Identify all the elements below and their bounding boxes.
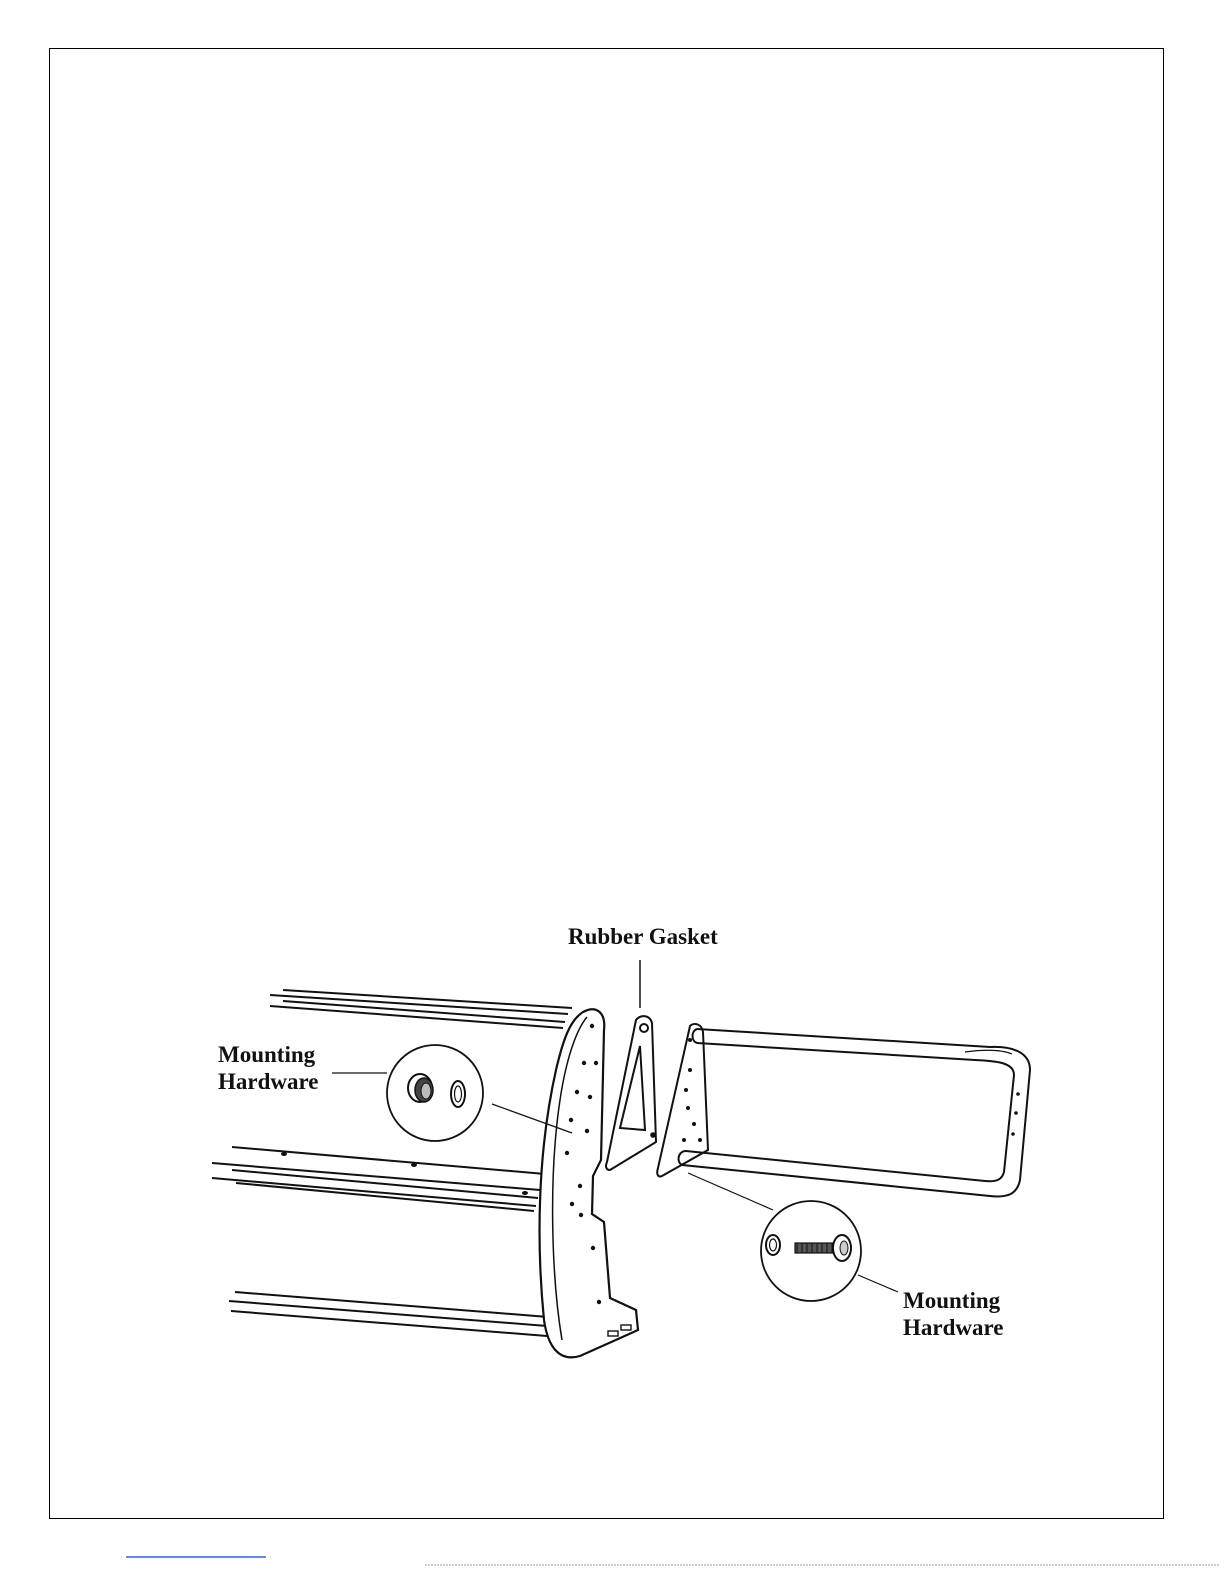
- left-hardware-detail: [387, 1045, 483, 1141]
- right-hardware-detail: [761, 1201, 861, 1301]
- footer-strip: [0, 1552, 1225, 1585]
- right-hardware-leader: [858, 1275, 898, 1292]
- rubber-gasket: [606, 1016, 656, 1170]
- right-hardware-pointer: [688, 1173, 773, 1210]
- mounting-hardware-right-label: Mounting Hardware: [903, 1288, 1004, 1340]
- right-bracket: [657, 1024, 708, 1177]
- end-plate: [540, 1009, 638, 1357]
- washer-icon: [766, 1235, 780, 1255]
- rail-holes: [281, 1152, 528, 1195]
- right-loop-tube: [679, 1029, 1030, 1196]
- washer-icon: [451, 1081, 465, 1107]
- rubber-gasket-label: Rubber Gasket: [568, 924, 718, 949]
- mounting-hardware-left-label: Mounting Hardware: [218, 1042, 319, 1094]
- nut-icon: [408, 1074, 433, 1102]
